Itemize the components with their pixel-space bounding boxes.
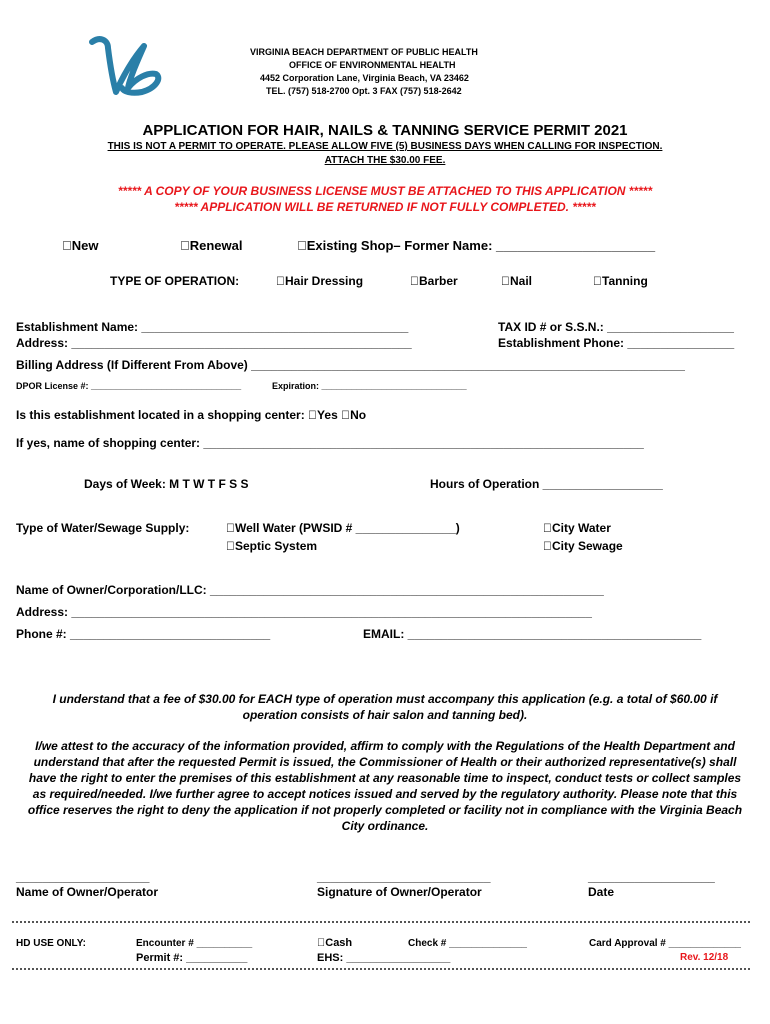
fee-statement: I understand that a fee of $30.00 for EACH type of operation must accompany this application (e.g. a total of $60.00 if operation consists of hair salon and tanning bed). xyxy=(52,692,718,722)
encounter-field[interactable]: Encounter # __________ xyxy=(136,938,253,949)
header-line-3: 4452 Corporation Lane, Virginia Beach, VA 23462 xyxy=(260,73,469,83)
shopping-center-name-field[interactable]: If yes, name of shopping center: __________________________________________________________________ xyxy=(16,436,644,450)
hours-of-operation-field[interactable]: Hours of Operation __________________ xyxy=(430,477,663,491)
days-of-week[interactable]: Days of Week: M T W T F S S xyxy=(84,477,249,491)
checkbox-well-water[interactable]: Well Water (PWSID # _______________) xyxy=(226,521,451,535)
checkbox-hair-dressing[interactable]: Hair Dressing xyxy=(276,274,355,288)
subtitle-fee: ATTACH THE $30.00 FEE. xyxy=(324,155,446,166)
card-approval-field[interactable]: Card Approval # _____________ xyxy=(589,938,741,949)
header-line-2: OFFICE OF ENVIRONMENTAL HEALTH xyxy=(289,60,456,70)
warning-returned: ***** APPLICATION WILL BE RETURNED IF NOT FULLY COMPLETED. ***** xyxy=(174,200,596,214)
warning-license: ***** A COPY OF YOUR BUSINESS LICENSE MUST BE ATTACHED TO THIS APPLICATION ***** xyxy=(117,184,653,198)
signature-label: Signature of Owner/Operator xyxy=(317,885,482,899)
checkbox-septic-system[interactable]: Septic System xyxy=(226,539,309,553)
divider-top xyxy=(12,921,750,923)
expiration-field[interactable]: Expiration: _____________________________ xyxy=(272,381,467,391)
email-field[interactable]: EMAIL: ____________________________________________ xyxy=(363,627,702,641)
checkbox-new[interactable]: New xyxy=(62,238,89,253)
owner-name-field[interactable]: Name of Owner/Corporation/LLC: ___________________________________________________________ xyxy=(16,583,604,597)
owner-address-field[interactable]: Address: ______________________________________________________________________________ xyxy=(16,605,592,619)
divider-bottom xyxy=(12,968,750,970)
check-number-field[interactable]: Check # ______________ xyxy=(408,938,527,949)
checkbox-existing-shop[interactable]: Existing Shop– Former Name: ______________________ xyxy=(297,238,646,253)
date-label: Date xyxy=(588,885,615,899)
checkbox-barber[interactable]: Barber xyxy=(410,274,449,288)
shopping-center-question[interactable]: Is this establishment located in a shopping center: Yes No xyxy=(16,408,348,422)
checkbox-renewal[interactable]: Renewal xyxy=(180,238,233,253)
checkbox-city-sewage[interactable]: City Sewage xyxy=(543,539,614,553)
establishment-phone-field[interactable]: Establishment Phone: ________________ xyxy=(498,336,735,350)
owner-name-line[interactable]: ____________________ xyxy=(16,870,150,884)
permit-field[interactable]: Permit #: __________ xyxy=(136,952,248,964)
checkbox-nail[interactable]: Nail xyxy=(501,274,524,288)
ehs-field[interactable]: EHS: _________________ xyxy=(317,952,451,964)
billing-address-field[interactable]: Billing Address (If Different From Above) _________________________________________________________________ xyxy=(16,358,685,372)
revision-label: Rev. 12/18 xyxy=(680,952,729,963)
checkbox-tanning[interactable]: Tanning xyxy=(593,274,639,288)
signature-line[interactable]: __________________________ xyxy=(317,870,491,884)
attestation-statement: I/we attest to the accuracy of the information provided, affirm to comply with the Regulations of the Health Department and understand that after the requested Permit is issued, the Commissioner of Health or their authorized representative(s) shall have the right to enter the premises of this establishment at any reasonable time to inspect, conduct tests or collect samples as required/needed. I/we further agree to accept notices issued and served by the regulatory authority. Please note that this office reserves the right to deny the application if not properly completed or facility not in compliance with the Virginia Beach City ordinance. xyxy=(27,739,743,833)
header-line-1: VIRGINIA BEACH DEPARTMENT OF PUBLIC HEALTH xyxy=(250,47,478,57)
owner-name-label: Name of Owner/Operator xyxy=(16,885,159,899)
checkbox-city-water[interactable]: City Water xyxy=(543,521,602,535)
page-title: APPLICATION FOR HAIR, NAILS & TANNING SERVICE PERMIT 2021 xyxy=(142,122,628,139)
date-line[interactable]: ___________________ xyxy=(588,870,715,884)
address-field[interactable]: Address: ___________________________________________________ xyxy=(16,336,412,350)
header-line-4: TEL. (757) 518-2700 Opt. 3 FAX (757) 518-2642 xyxy=(266,86,462,96)
phone-field[interactable]: Phone #: ______________________________ xyxy=(16,627,271,641)
tax-id-field[interactable]: TAX ID # or S.S.N.: ___________________ xyxy=(498,320,734,334)
vb-logo-icon xyxy=(86,34,164,96)
establishment-name-field[interactable]: Establishment Name: ________________________________________ xyxy=(16,320,409,334)
water-supply-label: Type of Water/Sewage Supply: xyxy=(16,521,190,535)
hd-use-label: HD USE ONLY: xyxy=(16,938,87,949)
checkbox-cash[interactable]: Cash xyxy=(317,937,344,949)
operation-label: TYPE OF OPERATION: xyxy=(110,274,240,288)
subtitle-notice: THIS IS NOT A PERMIT TO OPERATE. PLEASE ALLOW FIVE (5) BUSINESS DAYS WHEN CALLING FOR INSPECTION. xyxy=(107,141,663,152)
dpor-license-field[interactable]: DPOR License #: ______________________________ xyxy=(16,381,242,391)
